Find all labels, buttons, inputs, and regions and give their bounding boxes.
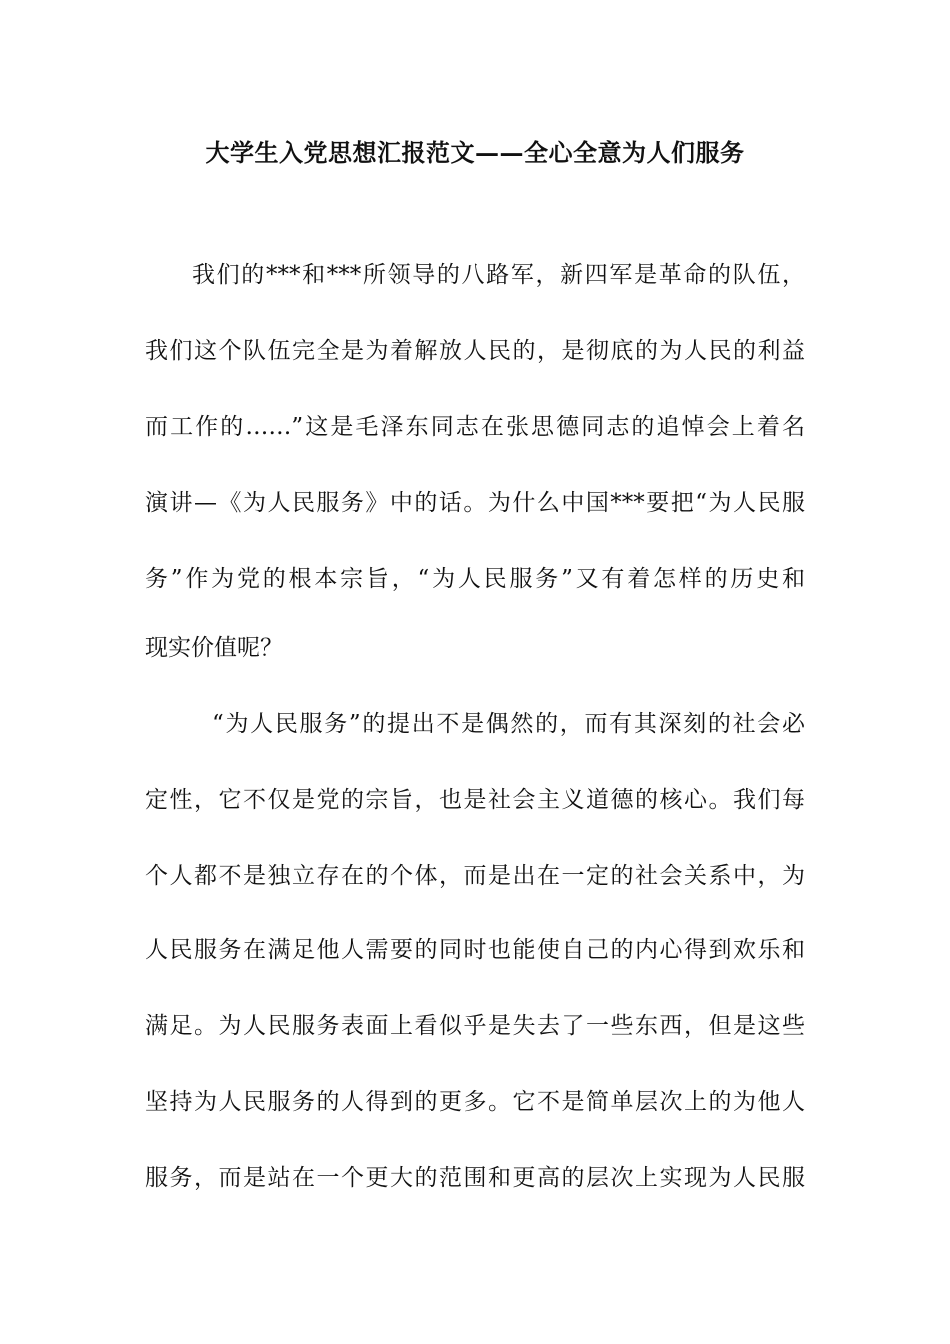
paragraph-1-line-6: 现实价值呢？ xyxy=(145,635,283,661)
paragraph-2-line-6: 坚持为人民服务的人得到的更多。它不是简单层次上的为他人 xyxy=(145,1089,805,1115)
paragraph-1-line-3: 而工作的……”这是毛泽东同志在张思德同志的追悼会上着名 xyxy=(145,414,805,440)
paragraph-2-line-4: 人民服务在满足他人需要的同时也能使自己的内心得到欢乐和 xyxy=(145,937,805,963)
paragraph-1-line-5: 务”作为党的根本宗旨，“为人民服务”又有着怎样的历史和 xyxy=(145,566,805,592)
paragraph-2-line-3: 个人都不是独立存在的个体，而是出在一定的社会关系中，为 xyxy=(145,863,805,889)
document-title: 大学生入党思想汇报范文——全心全意为人们服务 xyxy=(205,138,745,167)
paragraph-1-line-4: 演讲—《为人民服务》中的话。为什么中国***要把“为人民服 xyxy=(145,490,805,516)
paragraph-2-line-1: “为人民服务”的提出不是偶然的，而有其深刻的社会必 xyxy=(212,711,805,737)
paragraph-1-line-1: 我们的***和***所领导的八路军，新四军是革命的队伍， xyxy=(192,262,805,288)
paragraph-1-line-2: 我们这个队伍完全是为着解放人民的，是彻底的为人民的利益 xyxy=(145,338,805,364)
paragraph-2-line-7: 服务，而是站在一个更大的范围和更高的层次上实现为人民服 xyxy=(145,1165,805,1191)
paragraph-2-line-2: 定性，它不仅是党的宗旨，也是社会主义道德的核心。我们每 xyxy=(145,787,805,813)
paragraph-2-line-5: 满足。为人民服务表面上看似乎是失去了一些东西，但是这些 xyxy=(145,1013,805,1039)
